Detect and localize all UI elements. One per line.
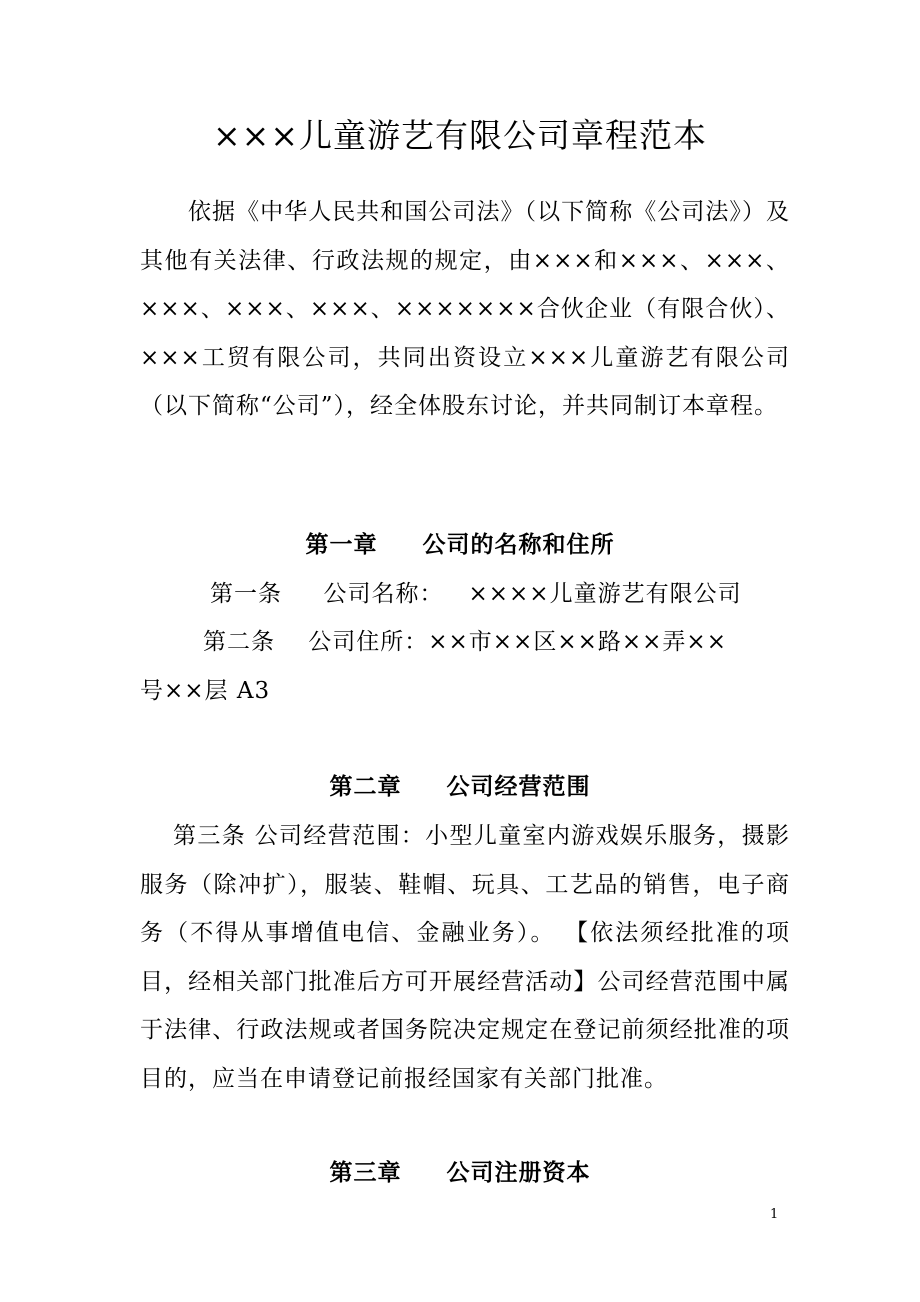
article-2-line-1: 第二条 公司住所：××市××区××路××弄×× [203, 629, 727, 655]
page-number: 1 [770, 1207, 779, 1222]
chapter-1-heading: 第一章 公司的名称和住所 [305, 531, 615, 558]
article-2-line-2: 号××层 A3 [140, 678, 271, 704]
chapter-3-heading: 第三章 公司注册资本 [329, 1159, 591, 1186]
chapter-2-heading: 第二章 公司经营范围 [329, 773, 591, 800]
article-1: 第一条 公司名称： ××××儿童游艺有限公司 [210, 581, 742, 607]
preamble-paragraph: 依据《中华人民共和国公司法》（以下简称《公司法》）及其他有关法律、行政法规的规定，由×××和×××、×××、×××、×××、×××、×××××××合伙企业（有限合伙）、×××工贸有限公司，共同出资设立×××儿童游艺有限公司（以下简称“公司”），经全体股东讨论，并共同制订本章程。 [140, 199, 790, 420]
document-title: ×××儿童游艺有限公司章程范本 [213, 116, 707, 155]
article-3-paragraph: 第三条 公司经营范围：小型儿童室内游戏娱乐服务，摄影服务（除冲扩），服装、鞋帽、玩具、工艺品的销售，电子商务（不得从事增值电信、金融业务）。 【依法须经批准的项目，经相关部门批准后方可开展经营活动】公司经营范围中属于法律、行政法规或者国务院决定规定在登记前须经批准的项目的，应当在申请登记前报经国家有关部门批准。 [140, 823, 790, 1092]
